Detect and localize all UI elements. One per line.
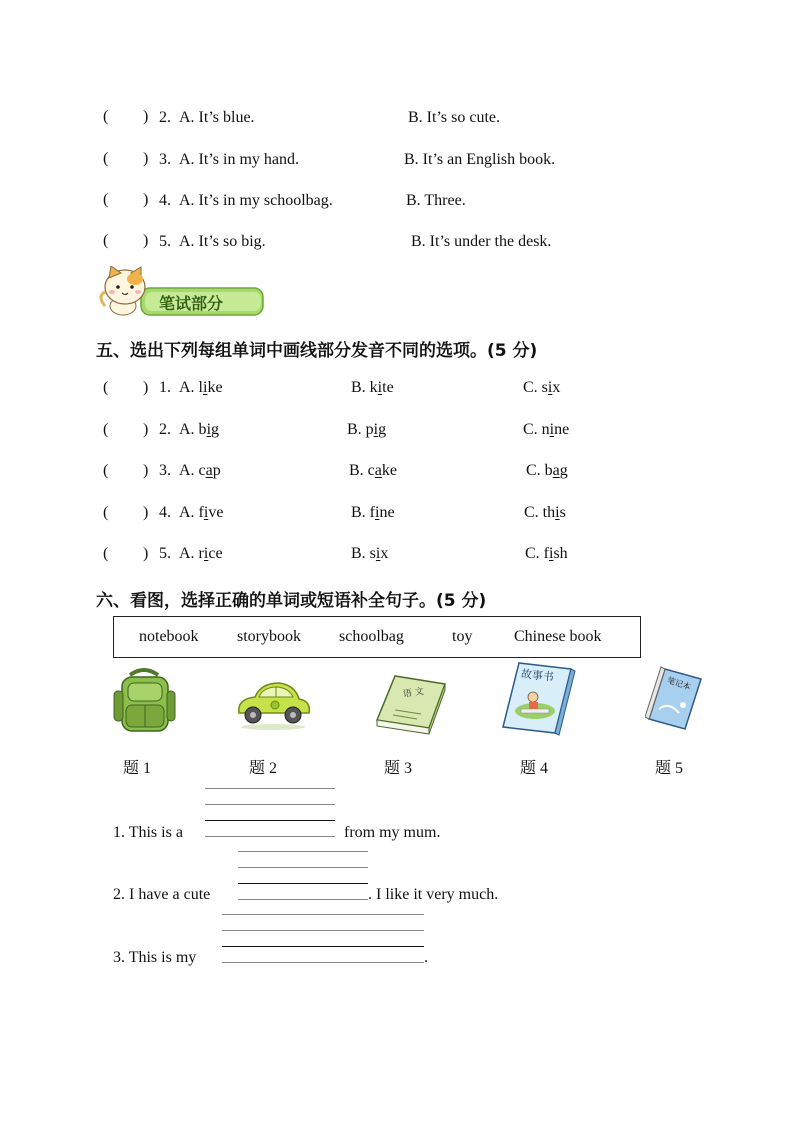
option-suffix: ke <box>381 462 397 479</box>
answer-paren-close: ) <box>143 504 149 521</box>
answer-paren-close: ) <box>143 108 149 125</box>
underlined-letters: i <box>203 504 209 521</box>
toy-car-icon <box>233 677 313 731</box>
option-a <box>179 545 223 563</box>
option-a: A. It’s blue. <box>179 109 255 126</box>
option-a: A. It’s in my hand. <box>179 151 299 168</box>
option-suffix: s <box>559 504 566 521</box>
option-prefix: B. f <box>351 504 375 521</box>
option-b <box>351 379 394 397</box>
item-number: 4. <box>159 504 171 521</box>
picture-label: 题 3 <box>384 760 413 777</box>
option-prefix: C. n <box>523 421 550 438</box>
word-bank-item: Chinese book <box>514 628 602 645</box>
option-prefix: A. c <box>179 462 206 479</box>
answer-paren-open[interactable]: ( <box>103 108 109 125</box>
option-b: B. It’s so cute. <box>408 109 500 126</box>
underlined-letters: i <box>373 421 379 438</box>
item-number: 2. <box>159 421 171 438</box>
option-prefix: B. p <box>347 421 374 438</box>
option-prefix: C. b <box>526 462 553 479</box>
option-a <box>179 462 221 480</box>
answer-paren-open[interactable]: ( <box>103 545 109 562</box>
underlined-letters: i <box>549 421 555 438</box>
option-a <box>179 379 223 397</box>
underlined-letters: i <box>547 379 553 396</box>
option-suffix: g <box>378 421 387 438</box>
underlined-letters: a <box>205 462 213 479</box>
answer-paren-close: ) <box>143 462 149 479</box>
answer-paren-open[interactable]: ( <box>103 462 109 479</box>
underlined-letters: i <box>203 379 208 396</box>
option-prefix: C. s <box>523 379 548 396</box>
sentence-3-after: . <box>424 949 428 966</box>
answer-paren-open[interactable]: ( <box>103 150 109 167</box>
option-c <box>523 421 569 439</box>
item-number: 3. <box>159 462 171 479</box>
chinese-book-icon <box>369 670 449 736</box>
sentence-2-after: . I like it very much. <box>368 886 499 903</box>
option-suffix: ve <box>208 504 224 521</box>
underlined-letters: i <box>555 504 560 521</box>
underlined-letters: i <box>377 379 383 396</box>
item-number: 2. <box>159 109 171 126</box>
option-a: A. It’s so big. <box>179 233 266 250</box>
word-bank <box>113 616 641 658</box>
option-suffix: ne <box>554 421 570 438</box>
option-prefix: A. b <box>179 421 207 438</box>
option-b <box>349 462 397 480</box>
notebook-icon <box>645 665 705 731</box>
option-suffix: te <box>382 379 394 396</box>
option-c <box>526 462 568 480</box>
answer-paren-open[interactable]: ( <box>103 504 109 521</box>
picture-label: 题 4 <box>520 760 549 777</box>
picture-label: 题 1 <box>123 760 152 777</box>
item-number: 4. <box>159 192 171 209</box>
underlined-letters: i <box>375 504 380 521</box>
picture-label: 题 2 <box>249 760 278 777</box>
option-a: A. It’s in my schoolbag. <box>179 192 333 209</box>
word-bank-item: schoolbag <box>339 628 404 645</box>
option-b: B. It’s an English book. <box>404 151 556 168</box>
option-prefix: C. th <box>524 504 556 521</box>
word-bank-item: toy <box>452 628 473 645</box>
option-prefix: B. c <box>349 462 375 479</box>
underlined-letters: i <box>206 421 212 438</box>
item-number: 5. <box>159 545 171 562</box>
book-cover-text: 语 文 <box>402 686 425 700</box>
underlined-letters: i <box>375 545 381 562</box>
item-number: 3. <box>159 151 171 168</box>
schoolbag-icon <box>110 667 178 735</box>
option-c <box>523 379 560 397</box>
answer-line-3[interactable] <box>222 914 424 964</box>
answer-paren-open[interactable]: ( <box>103 379 109 396</box>
option-b <box>347 421 386 439</box>
option-b: B. It’s under the desk. <box>411 233 552 250</box>
option-suffix: x <box>380 545 389 562</box>
answer-paren-close: ) <box>143 150 149 167</box>
option-a <box>179 421 219 439</box>
book-cover-text: 笔记本 <box>666 675 692 692</box>
option-suffix: x <box>552 379 561 396</box>
answer-paren-open[interactable]: ( <box>103 191 109 208</box>
option-suffix: sh <box>553 545 568 562</box>
answer-paren-close: ) <box>143 232 149 249</box>
banner-label: 笔试部分 <box>159 294 224 313</box>
option-prefix: A. l <box>179 379 203 396</box>
picture-label: 题 5 <box>655 760 684 777</box>
option-suffix: ce <box>208 545 223 562</box>
storybook-icon <box>497 661 577 737</box>
option-suffix: g <box>211 421 220 438</box>
option-a <box>179 504 223 522</box>
option-suffix: g <box>559 462 568 479</box>
word-bank-item: storybook <box>237 628 301 645</box>
item-number: 5. <box>159 233 171 250</box>
option-prefix: A. r <box>179 545 204 562</box>
answer-paren-close: ) <box>143 545 149 562</box>
answer-line-1[interactable] <box>205 788 335 838</box>
section-6-title: 六、看图，选择正确的单词或短语补全句子。(5 分) <box>96 591 487 611</box>
answer-paren-open[interactable]: ( <box>103 421 109 438</box>
written-part-banner <box>97 266 267 318</box>
option-prefix: B. s <box>351 545 376 562</box>
answer-paren-open[interactable]: ( <box>103 232 109 249</box>
book-cover-text: 故事书 <box>520 667 555 684</box>
sentence-1-before: 1. This is a <box>113 824 183 841</box>
sentence-1-after: from my mum. <box>344 824 441 841</box>
option-suffix: ne <box>379 504 395 521</box>
sentence-2-before: 2. I have a cute <box>113 886 211 903</box>
underlined-letters: i <box>549 545 554 562</box>
option-suffix: p <box>212 462 221 479</box>
option-suffix: ke <box>207 379 223 396</box>
option-prefix: C. f <box>525 545 549 562</box>
underlined-letters: a <box>374 462 382 479</box>
section-5-title: 五、选出下列每组单词中画线部分发音不同的选项。(5 分) <box>96 341 538 361</box>
underlined-letters: a <box>552 462 560 479</box>
word-bank-item: notebook <box>139 628 199 645</box>
option-b <box>351 545 388 563</box>
option-prefix: B. k <box>351 379 378 396</box>
underlined-letters: i <box>203 545 209 562</box>
answer-line-2[interactable] <box>238 851 368 901</box>
sentence-3-before: 3. This is my <box>113 949 197 966</box>
option-prefix: A. f <box>179 504 204 521</box>
answer-paren-close: ) <box>143 191 149 208</box>
item-number: 1. <box>159 379 171 396</box>
option-c <box>524 504 566 522</box>
answer-paren-close: ) <box>143 421 149 438</box>
option-b: B. Three. <box>406 192 466 209</box>
answer-paren-close: ) <box>143 379 149 396</box>
option-c <box>525 545 568 563</box>
option-b <box>351 504 395 522</box>
